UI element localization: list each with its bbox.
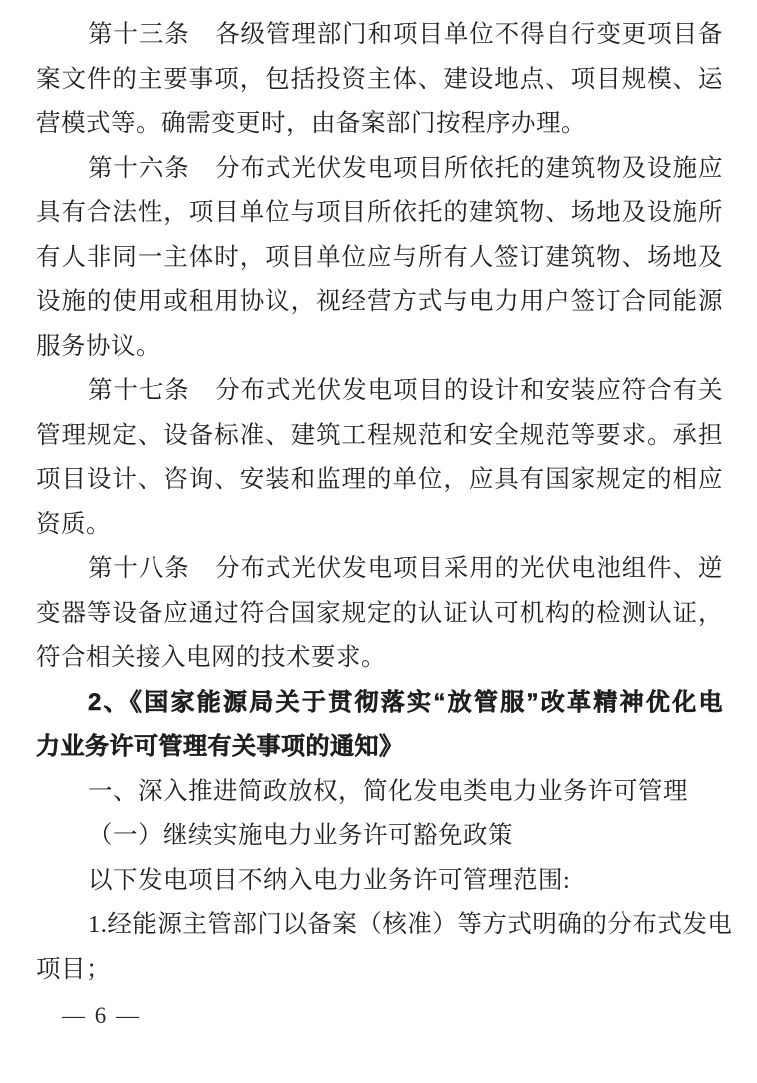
text-line: 第十六条 分布式光伏发电项目所依托的建筑物及设施应 xyxy=(88,154,723,182)
text-line: 管理规定、设备标准、建筑工程规范和安全规范等要求。承担 xyxy=(36,421,723,449)
text-line: 第十八条 分布式光伏发电项目采用的光伏电池组件、逆 xyxy=(88,555,723,582)
text-line: 设施的使用或租用协议，视经营方式与电力用户签订合同能源 xyxy=(36,288,723,315)
text-line: 第十三条 各级管理部门和项目单位不得自行变更项目备 xyxy=(88,21,723,48)
text-line: 服务协议。 xyxy=(36,332,161,360)
text-line: 营模式等。确需变更时，由备案部门按程序办理。 xyxy=(36,110,586,137)
paragraph-article-17 xyxy=(36,369,723,547)
text-line: 项目设计、咨询、安装和监理的单位，应具有国家规定的相应 xyxy=(36,466,723,493)
paragraph-subsection-1-1 xyxy=(36,814,723,859)
text-line: 第十七条 分布式光伏发电项目的设计和安装应符合有关 xyxy=(88,377,723,404)
paragraph-item-1 xyxy=(36,903,733,992)
heading-line: 2、《国家能源局关于贯彻落实“放管服”改革精神优化电 xyxy=(88,688,723,716)
text-line: 案文件的主要事项，包括投资主体、建设地点、项目规模、运 xyxy=(36,65,723,93)
paragraph-article-16 xyxy=(36,147,723,370)
text-line: 符合相关接入电网的技术要求。 xyxy=(36,644,386,671)
paragraph-scope-intro xyxy=(36,859,723,904)
text-line: 以下发电项目不纳入电力业务许可管理范围: xyxy=(88,866,571,894)
text-line: 一、深入推进简政放权，简化发电类电力业务许可管理 xyxy=(88,777,688,805)
heading-line: 力业务许可管理有关事项的通知》 xyxy=(36,733,404,760)
text-line: 资质。 xyxy=(36,510,111,538)
text-line: 项目； xyxy=(36,955,111,983)
document-body xyxy=(36,13,733,992)
paragraph-article-13 xyxy=(36,13,723,147)
paragraph-article-18 xyxy=(36,547,723,681)
paragraph-notice-heading xyxy=(36,681,723,770)
paragraph-section-1 xyxy=(36,770,723,815)
text-line: （一）继续实施电力业务许可豁免政策 xyxy=(88,822,513,849)
text-line: 具有合法性，项目单位与项目所依托的建筑物、场地及设施所 xyxy=(36,199,723,226)
page-number: — 6 — xyxy=(62,1003,141,1028)
text-line: 1.经能源主管部门以备案（核准）等方式明确的分布式发电 xyxy=(88,911,733,938)
text-line: 有人非同一主体时，项目单位应与所有人签订建筑物、场地及 xyxy=(36,243,723,271)
text-line: 变器等设备应通过符合国家规定的认证认可机构的检测认证， xyxy=(36,599,723,627)
